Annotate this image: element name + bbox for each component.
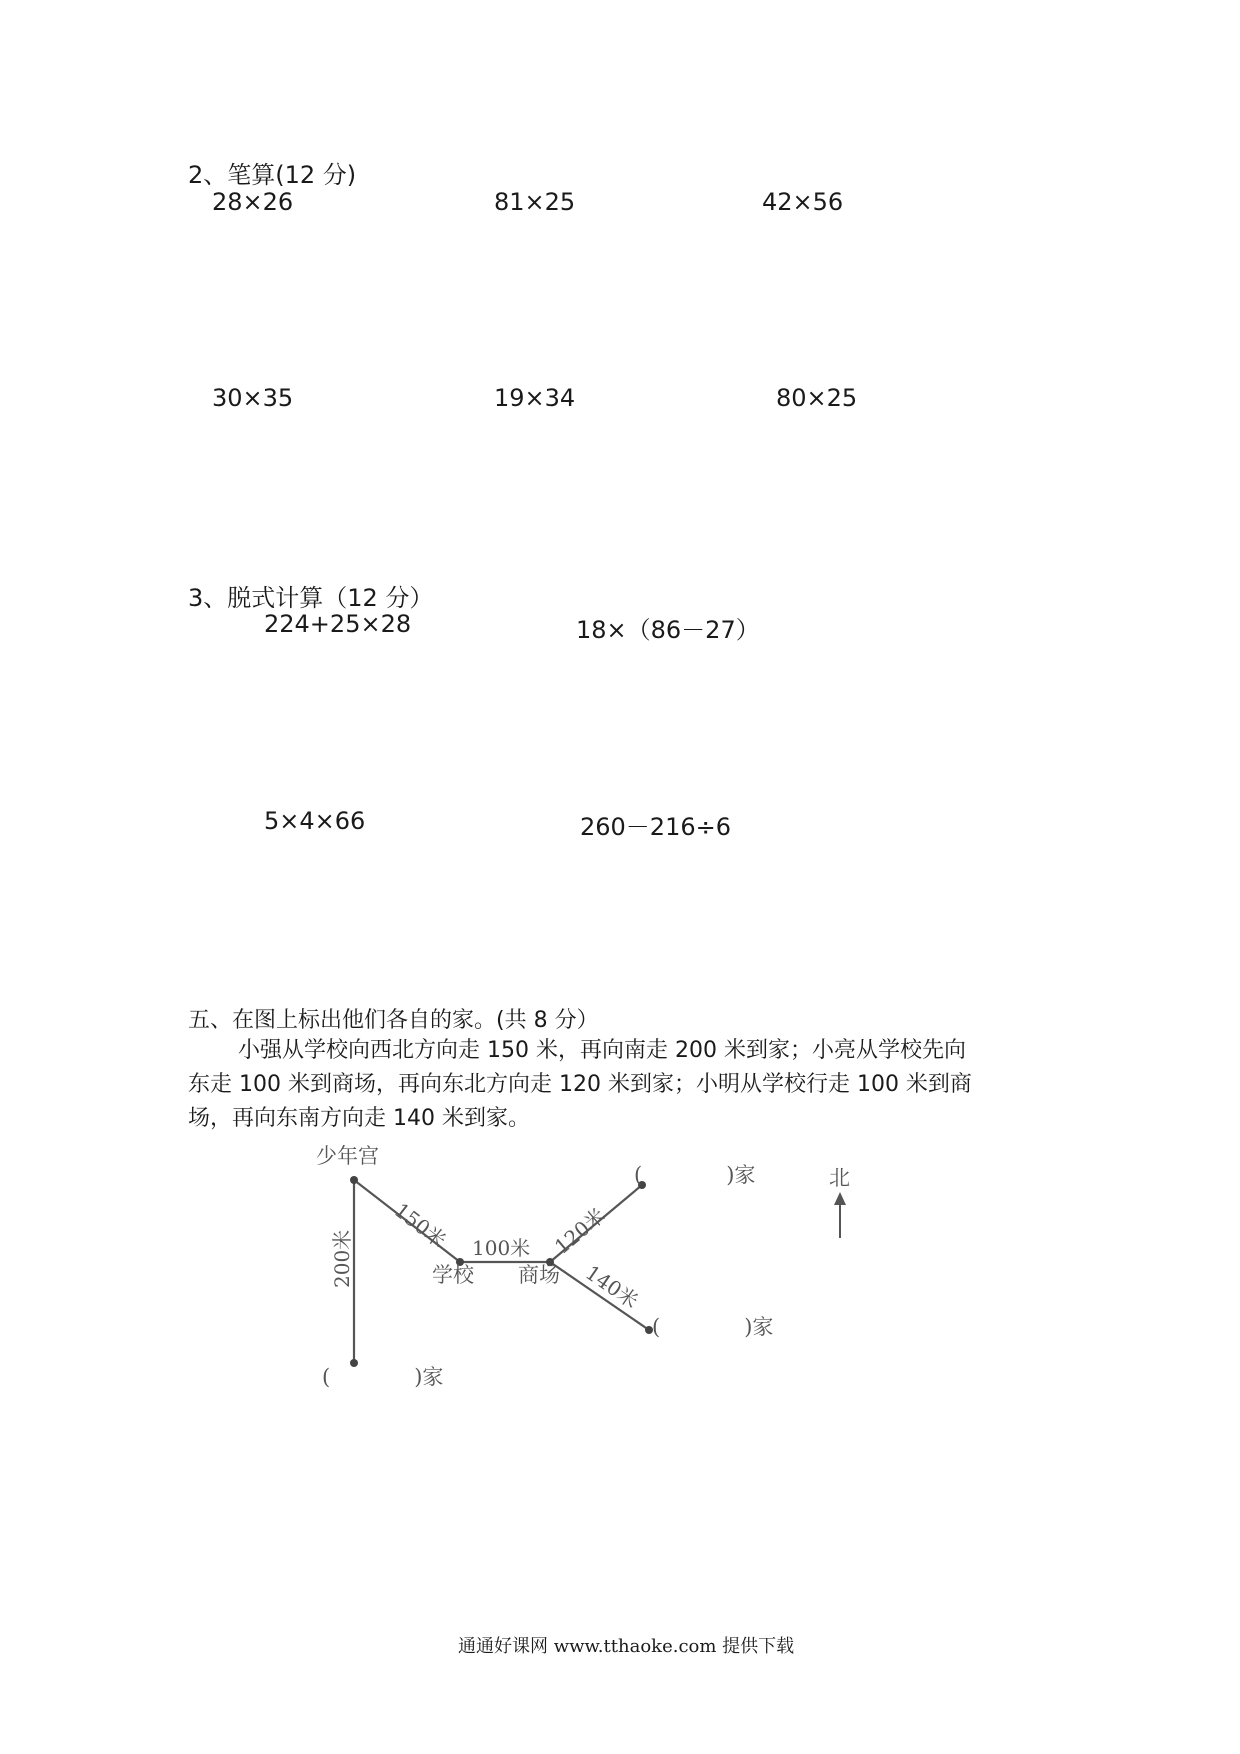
label-120m: 120米 (549, 1203, 610, 1259)
label-150m: 150米 (389, 1197, 451, 1253)
problem-81x25: 81×25 (494, 188, 576, 216)
label-140m: 140米 (581, 1260, 643, 1314)
problem-260-minus: 260－216÷6 (580, 813, 731, 841)
problem-80x25: 80×25 (776, 384, 858, 412)
point-palace (350, 1176, 358, 1184)
section-5-line-1: 小强从学校向西北方向走 150 米，再向南走 200 米到家；小亮从学校先向 (238, 1038, 966, 1063)
problem-18x-paren: 18×（86－27） (576, 616, 760, 644)
section-5-line-3: 场，再向东南方向走 140 米到家。 (188, 1106, 530, 1131)
section-2-heading: 2、笔算(12 分) (188, 161, 357, 189)
blank-home-se: ( )家 (652, 1315, 774, 1339)
label-100m: 100米 (472, 1236, 531, 1260)
label-palace: 少年宫 (316, 1144, 379, 1168)
label-mall: 商场 (518, 1263, 560, 1287)
problem-42x56: 42×56 (762, 188, 844, 216)
problem-224-plus: 224+25×28 (264, 610, 412, 638)
section-3-heading: 3、脱式计算（12 分） (188, 584, 434, 612)
blank-home-ne: ( )家 (634, 1163, 756, 1187)
footer-text: 通通好课网 www.tthaoke.com 提供下载 (458, 1636, 795, 1657)
label-school: 学校 (432, 1263, 474, 1287)
problem-19x34: 19×34 (494, 384, 576, 412)
north-arrow-head (834, 1192, 846, 1205)
problem-30x35: 30×35 (212, 384, 294, 412)
blank-home-s: ( )家 (322, 1365, 444, 1389)
label-200m: 200米 (330, 1229, 354, 1288)
problem-28x26: 28×26 (212, 188, 294, 216)
section-5-heading: 五、在图上标出他们各自的家。(共 8 分） (188, 1008, 599, 1033)
section-5-line-2: 东走 100 米到商场，再向东北方向走 120 米到家；小明从学校行走 100 米到商 (188, 1072, 972, 1097)
problem-5x4x66: 5×4×66 (264, 807, 366, 835)
north-label: 北 (829, 1166, 850, 1190)
